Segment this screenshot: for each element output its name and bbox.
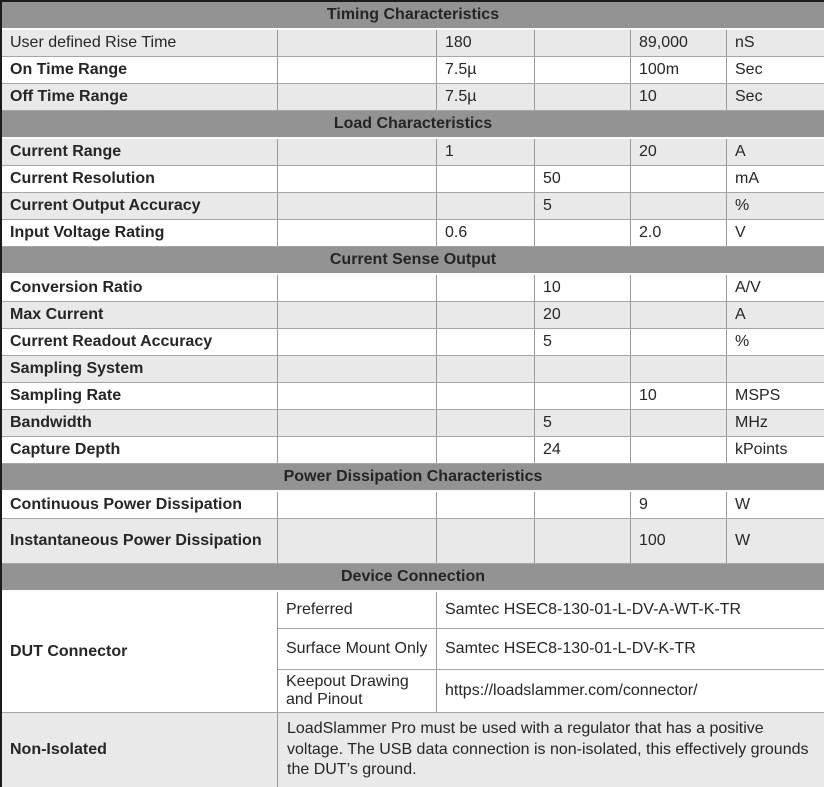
value-cell (278, 492, 437, 518)
table-row (278, 592, 824, 629)
unit-cell: A/V (735, 279, 761, 296)
unit-cell: MHz (735, 414, 768, 431)
value-cell (278, 84, 437, 110)
connector-url: https://loadslammer.com/connector/ (445, 682, 698, 699)
connector-type-label: Preferred (278, 592, 437, 628)
value-cell (278, 220, 437, 246)
table-row (2, 139, 824, 166)
value-cell: 24 (535, 437, 631, 463)
value-cell (278, 193, 437, 219)
unit-cell: A (735, 143, 746, 160)
connector-part-number: Samtec HSEC8-130-01-L-DV-A-WT-K-TR (445, 601, 742, 618)
param-label: Instantaneous Power Dissipation (2, 519, 278, 563)
value-cell (278, 302, 437, 328)
table-row (2, 410, 824, 437)
value-cell: 20 (535, 302, 631, 328)
value-cell (535, 519, 631, 563)
table-row (2, 492, 824, 519)
value-cell (437, 166, 535, 192)
table-row (278, 629, 824, 670)
value-cell: 9 (631, 492, 727, 518)
table-row (2, 275, 824, 302)
value-cell (535, 30, 631, 56)
section-header-current-sense: Current Sense Output (2, 247, 824, 275)
value-cell (535, 356, 631, 382)
param-label: Continuous Power Dissipation (2, 492, 278, 518)
unit-cell: nS (735, 34, 755, 51)
param-label: On Time Range (2, 57, 278, 83)
value-cell: 7.5µ (437, 57, 535, 83)
param-label: Bandwidth (2, 410, 278, 436)
value-cell (437, 519, 535, 563)
value-cell: 5 (535, 329, 631, 355)
value-cell (278, 410, 437, 436)
value-cell (278, 356, 437, 382)
param-label: DUT Connector (2, 592, 278, 712)
connector-part-number: Samtec HSEC8-130-01-L-DV-K-TR (445, 640, 696, 657)
value-cell: 7.5µ (437, 84, 535, 110)
param-label: Max Current (2, 302, 278, 328)
value-cell (535, 383, 631, 409)
value-cell (278, 519, 437, 563)
value-cell (278, 30, 437, 56)
unit-cell: Sec (735, 88, 763, 105)
value-cell: 10 (631, 383, 727, 409)
param-label: Conversion Ratio (2, 275, 278, 301)
param-label: Non-Isolated (2, 713, 278, 787)
value-cell (278, 166, 437, 192)
unit-cell: mA (735, 170, 759, 187)
param-label: Off Time Range (2, 84, 278, 110)
param-label: Current Range (2, 139, 278, 165)
section-header-device-connection: Device Connection (2, 564, 824, 592)
value-cell: 1 (437, 139, 535, 165)
table-row (2, 30, 824, 57)
value-cell (278, 383, 437, 409)
value-cell: 100m (631, 57, 727, 83)
value-cell (437, 275, 535, 301)
value-cell (631, 275, 727, 301)
value-cell: 50 (535, 166, 631, 192)
value-cell (631, 193, 727, 219)
unit-cell: A (735, 306, 746, 323)
value-cell (535, 492, 631, 518)
section-header-timing: Timing Characteristics (2, 2, 824, 30)
section-header-power: Power Dissipation Characteristics (2, 464, 824, 492)
value-cell: 5 (535, 410, 631, 436)
unit-cell: % (735, 333, 750, 350)
param-label: User defined Rise Time (2, 30, 278, 56)
value-cell: 100 (631, 519, 727, 563)
unit-cell: V (735, 224, 746, 241)
value-cell (278, 275, 437, 301)
value-cell (278, 329, 437, 355)
non-isolated-note: LoadSlammer Pro must be used with a regulator that has a positive voltage. The USB data connection is non-isolated, this effectively grounds the DUT’s ground. (287, 719, 809, 779)
value-cell (437, 383, 535, 409)
dut-connector-rows (278, 592, 824, 712)
value-cell (437, 410, 535, 436)
param-label: Current Output Accuracy (2, 193, 278, 219)
value-cell (535, 220, 631, 246)
value-cell (631, 329, 727, 355)
value-cell (278, 139, 437, 165)
table-row (2, 166, 824, 193)
value-cell: 2.0 (631, 220, 727, 246)
table-row (2, 84, 824, 111)
unit-cell: Sec (735, 61, 763, 78)
value-cell (278, 437, 437, 463)
value-cell (535, 57, 631, 83)
value-cell (278, 57, 437, 83)
connector-type-label: Surface Mount Only (278, 629, 437, 669)
unit-cell: % (735, 197, 750, 214)
table-row (2, 329, 824, 356)
value-cell (631, 302, 727, 328)
value-cell (631, 410, 727, 436)
unit-cell: MSPS (735, 387, 781, 404)
table-row (2, 57, 824, 84)
value-cell (437, 492, 535, 518)
connector-type-label: Keepout Drawing and Pinout (278, 670, 437, 712)
value-cell (437, 356, 535, 382)
value-cell: 10 (631, 84, 727, 110)
param-label: Sampling Rate (2, 383, 278, 409)
table-row (2, 193, 824, 220)
value-cell: 0.6 (437, 220, 535, 246)
dut-connector-block (2, 592, 824, 713)
unit-cell: W (735, 496, 751, 513)
value-cell (437, 302, 535, 328)
value-cell (437, 437, 535, 463)
value-cell (631, 166, 727, 192)
value-cell (437, 193, 535, 219)
value-cell (535, 84, 631, 110)
non-isolated-row (2, 713, 824, 787)
param-label: Current Readout Accuracy (2, 329, 278, 355)
value-cell: 10 (535, 275, 631, 301)
table-row (2, 220, 824, 247)
value-cell: 89,000 (631, 30, 727, 56)
value-cell: 5 (535, 193, 631, 219)
value-cell (437, 329, 535, 355)
param-label: Capture Depth (2, 437, 278, 463)
table-row (2, 302, 824, 329)
table-row (2, 356, 824, 383)
value-cell (535, 139, 631, 165)
section-header-load: Load Characteristics (2, 111, 824, 139)
param-label: Sampling System (2, 356, 278, 382)
unit-cell (727, 356, 824, 382)
param-label: Input Voltage Rating (2, 220, 278, 246)
table-row (2, 437, 824, 464)
value-cell: 180 (437, 30, 535, 56)
table-row (278, 670, 824, 712)
table-row (2, 519, 824, 564)
value-cell: 20 (631, 139, 727, 165)
unit-cell: W (735, 532, 751, 549)
value-cell (631, 437, 727, 463)
param-label: Current Resolution (2, 166, 278, 192)
table-row (2, 383, 824, 410)
value-cell (631, 356, 727, 382)
unit-cell: kPoints (735, 441, 788, 458)
